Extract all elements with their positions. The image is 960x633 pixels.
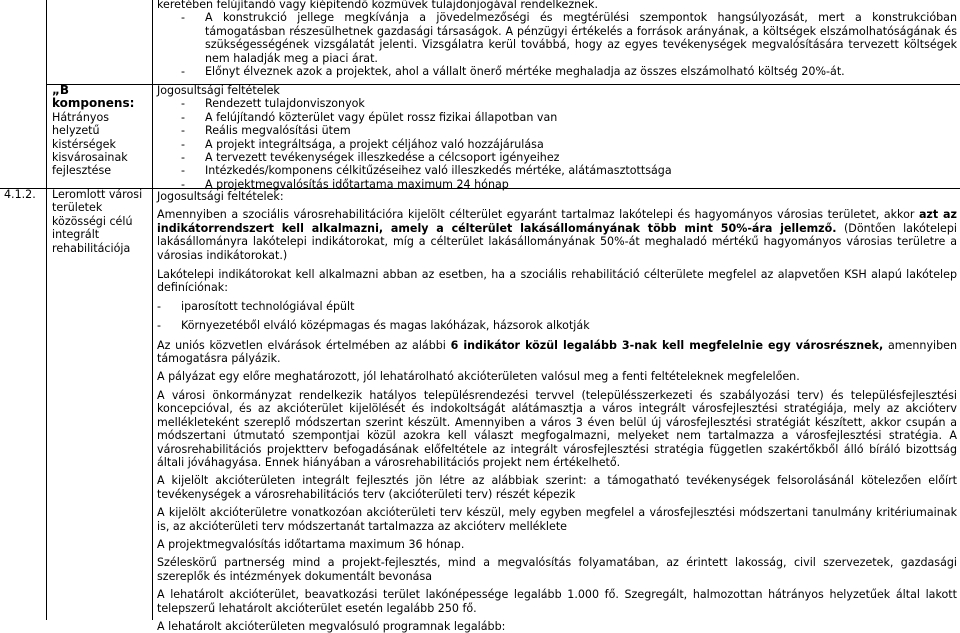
paragraph: A pályázat egy előre meghatározott, jól lehatárolható akcióterületen valósul meg a fenti feltételeknek megfelelően. — [157, 370, 800, 384]
b-component-label: „B komponens: Hátrányos helyzetű kistérségek kisvárosainak fejlesztése — [52, 84, 152, 178]
paragraph: A lehatárolt akcióterület, beavatkozási terület lakónépessége legalább 1.000 fő. Szegregált, halmozottan hátrányos helyzetűek által lakott telepszerű lehatárolt akcióterület esetén legalább 250 fő. — [157, 588, 957, 615]
top-bullet: - Előnyt élveznek azok a projektek, ahol a vállalt önerő mértéke meghaladja az összes elszámolható költség 20%-át. — [181, 65, 845, 79]
column-separator-2 — [152, 0, 153, 620]
top-bullet: - A konstrukció jellege megkívánja a jövedelmezőségi és megtérülési szempontok hangsúlyozását, mert a konstrukcióban támogatásban részesülhetnek gazdasági társaságok. A pénzügyi értékelés a források arányának, a költségek elszámolhatóságának és szükségességének vizsgálatát jelenti. Vizsgálatra kerül továbbá, hogy az egyes tevékenységek megvalósítására tervezett költségek nem haladják meg a piaci árat. — [181, 11, 957, 65]
list-item: - iparosított technológiával épült — [157, 299, 355, 313]
list-item: - Rendezett tulajdonviszonyok — [181, 97, 365, 111]
top-block — [157, 0, 957, 78]
b-component-title: „B komponens: — [52, 83, 135, 111]
list-item: - Intézkedés/komponens célkitűzéseihez való illeszkedés mértéke, alátámasztottsága — [181, 164, 672, 178]
section-body — [157, 190, 957, 633]
list-item: - Környezetéből elváló középmagas és magas lakóházak, házsorok alkotják — [157, 319, 590, 333]
paragraph: A városi önkormányzat rendelkezik hatályos településrendezési tervvel (településszerkezeti és szabályozási terv) és településfejlesztési koncepcióval, és az akcióterület kijelölését és indokoltságát alátámasztja a város integrált városfejlesztési stratégiája, mely az akcióterv mellékleteként szereplő módszertan szerint készült. Amennyiben a város 3 éven belül új városfejlesztési stratégiát készített, akkor csupán a módszertani útmutató szempontjai közül azokra kell választ megfogalmazni, melyeket nem tartalmazza a városfejlesztési stratégia. A városrehabilitációs projektterv befogadásának előfeltétele az integrált városfejlesztési stratégia független szakértőkből álló bíráló bizottság általi jóváhagyása. Ennek hiányában a városrehabilitációs projekt nem értékelhető. — [157, 388, 957, 469]
paragraph: A projektmegvalósítás időtartama maximum 36 hónap. — [157, 537, 465, 551]
list-item: - A tervezett tevékenységek illeszkedése a célcsoport igényeihez — [181, 151, 560, 165]
list-item: - A projekt integráltsága, a projekt céljához való hozzájárulása — [181, 137, 544, 151]
section-heading: Jogosultsági feltételek: — [157, 190, 284, 203]
column-separator-1 — [46, 0, 47, 620]
b-component-heading: Jogosultsági feltételek — [157, 84, 280, 97]
paragraph: A kijelölt akcióterületre vonatkozóan akcióterületi terv készül, mely egyben megfelel a városfejlesztési módszertani tanulmány kritériumainak is, az akcióterületi terv módszertanát tartalmazza az akcióterv melléklete — [157, 506, 957, 533]
list-item: - A felújítandó közterület vagy épület rossz fizikai állapotban van — [181, 110, 558, 124]
paragraph: Az uniós közvetlen elvárások értelmében az alábbi 6 indikátor közül legalább 3-nak kell megfelelnie egy városrésznek, amennyiben támogatásra pályázik. — [157, 338, 957, 366]
list-item: - Reális megvalósítási ütem — [181, 124, 351, 138]
b-component-conditions — [157, 84, 957, 191]
list-item: - A projektmegvalósítás időtartama maximum 24 hónap — [181, 177, 509, 191]
paragraph: Széleskörű partnerség mind a projekt-fejlesztés, mind a megvalósítás folyamatában, az érintett lakosság, civil szervezetek, gazdasági szereplők és intézmények dokumentált bevonása — [157, 556, 957, 583]
paragraph: Amennyiben a szociális városrehabilitációra kijelölt célterület egyaránt tartalmaz lakótelepi és hagyományos városias területet, akkor azt az indikátorrendszert kell alkalmazni, amely a célterület lakásállományának több mint 50%-ára jellemző. (Döntően lakótelepi lakásállományra lakótelepi indikátorokat, míg a célterület lakásállományának 50%-át meghaladó mértékű hagyományos városias területre a városias indikátorokat.) — [157, 208, 958, 262]
section-title: Leromlott városi területek közösségi célú integrált rehabilitációja — [52, 188, 143, 255]
paragraph: A lehatárolt akcióterületen megvalósuló programnak legalább: — [157, 619, 506, 633]
section-number: 4.1.2. — [4, 188, 36, 201]
paragraph: A kijelölt akcióterületen integrált fejlesztés jön létre az alábbiak szerint: a támogatható tevékenységek felsorolásánál kötelezően előírt tevékenységek a városrehabilitációs terv (akcióterületi terv) részét képezik — [157, 474, 957, 501]
paragraph: Lakótelepi indikátorokat kell alkalmazni abban az esetben, ha a szociális rehabilitáció célterülete megfelel az alapvetően KSH alapú lakótelep definíciónak: — [157, 268, 957, 295]
top-continuation: keretében felújítandó vagy kiépítendő közművek tulajdonjogával rendelkeznek. — [157, 0, 598, 11]
